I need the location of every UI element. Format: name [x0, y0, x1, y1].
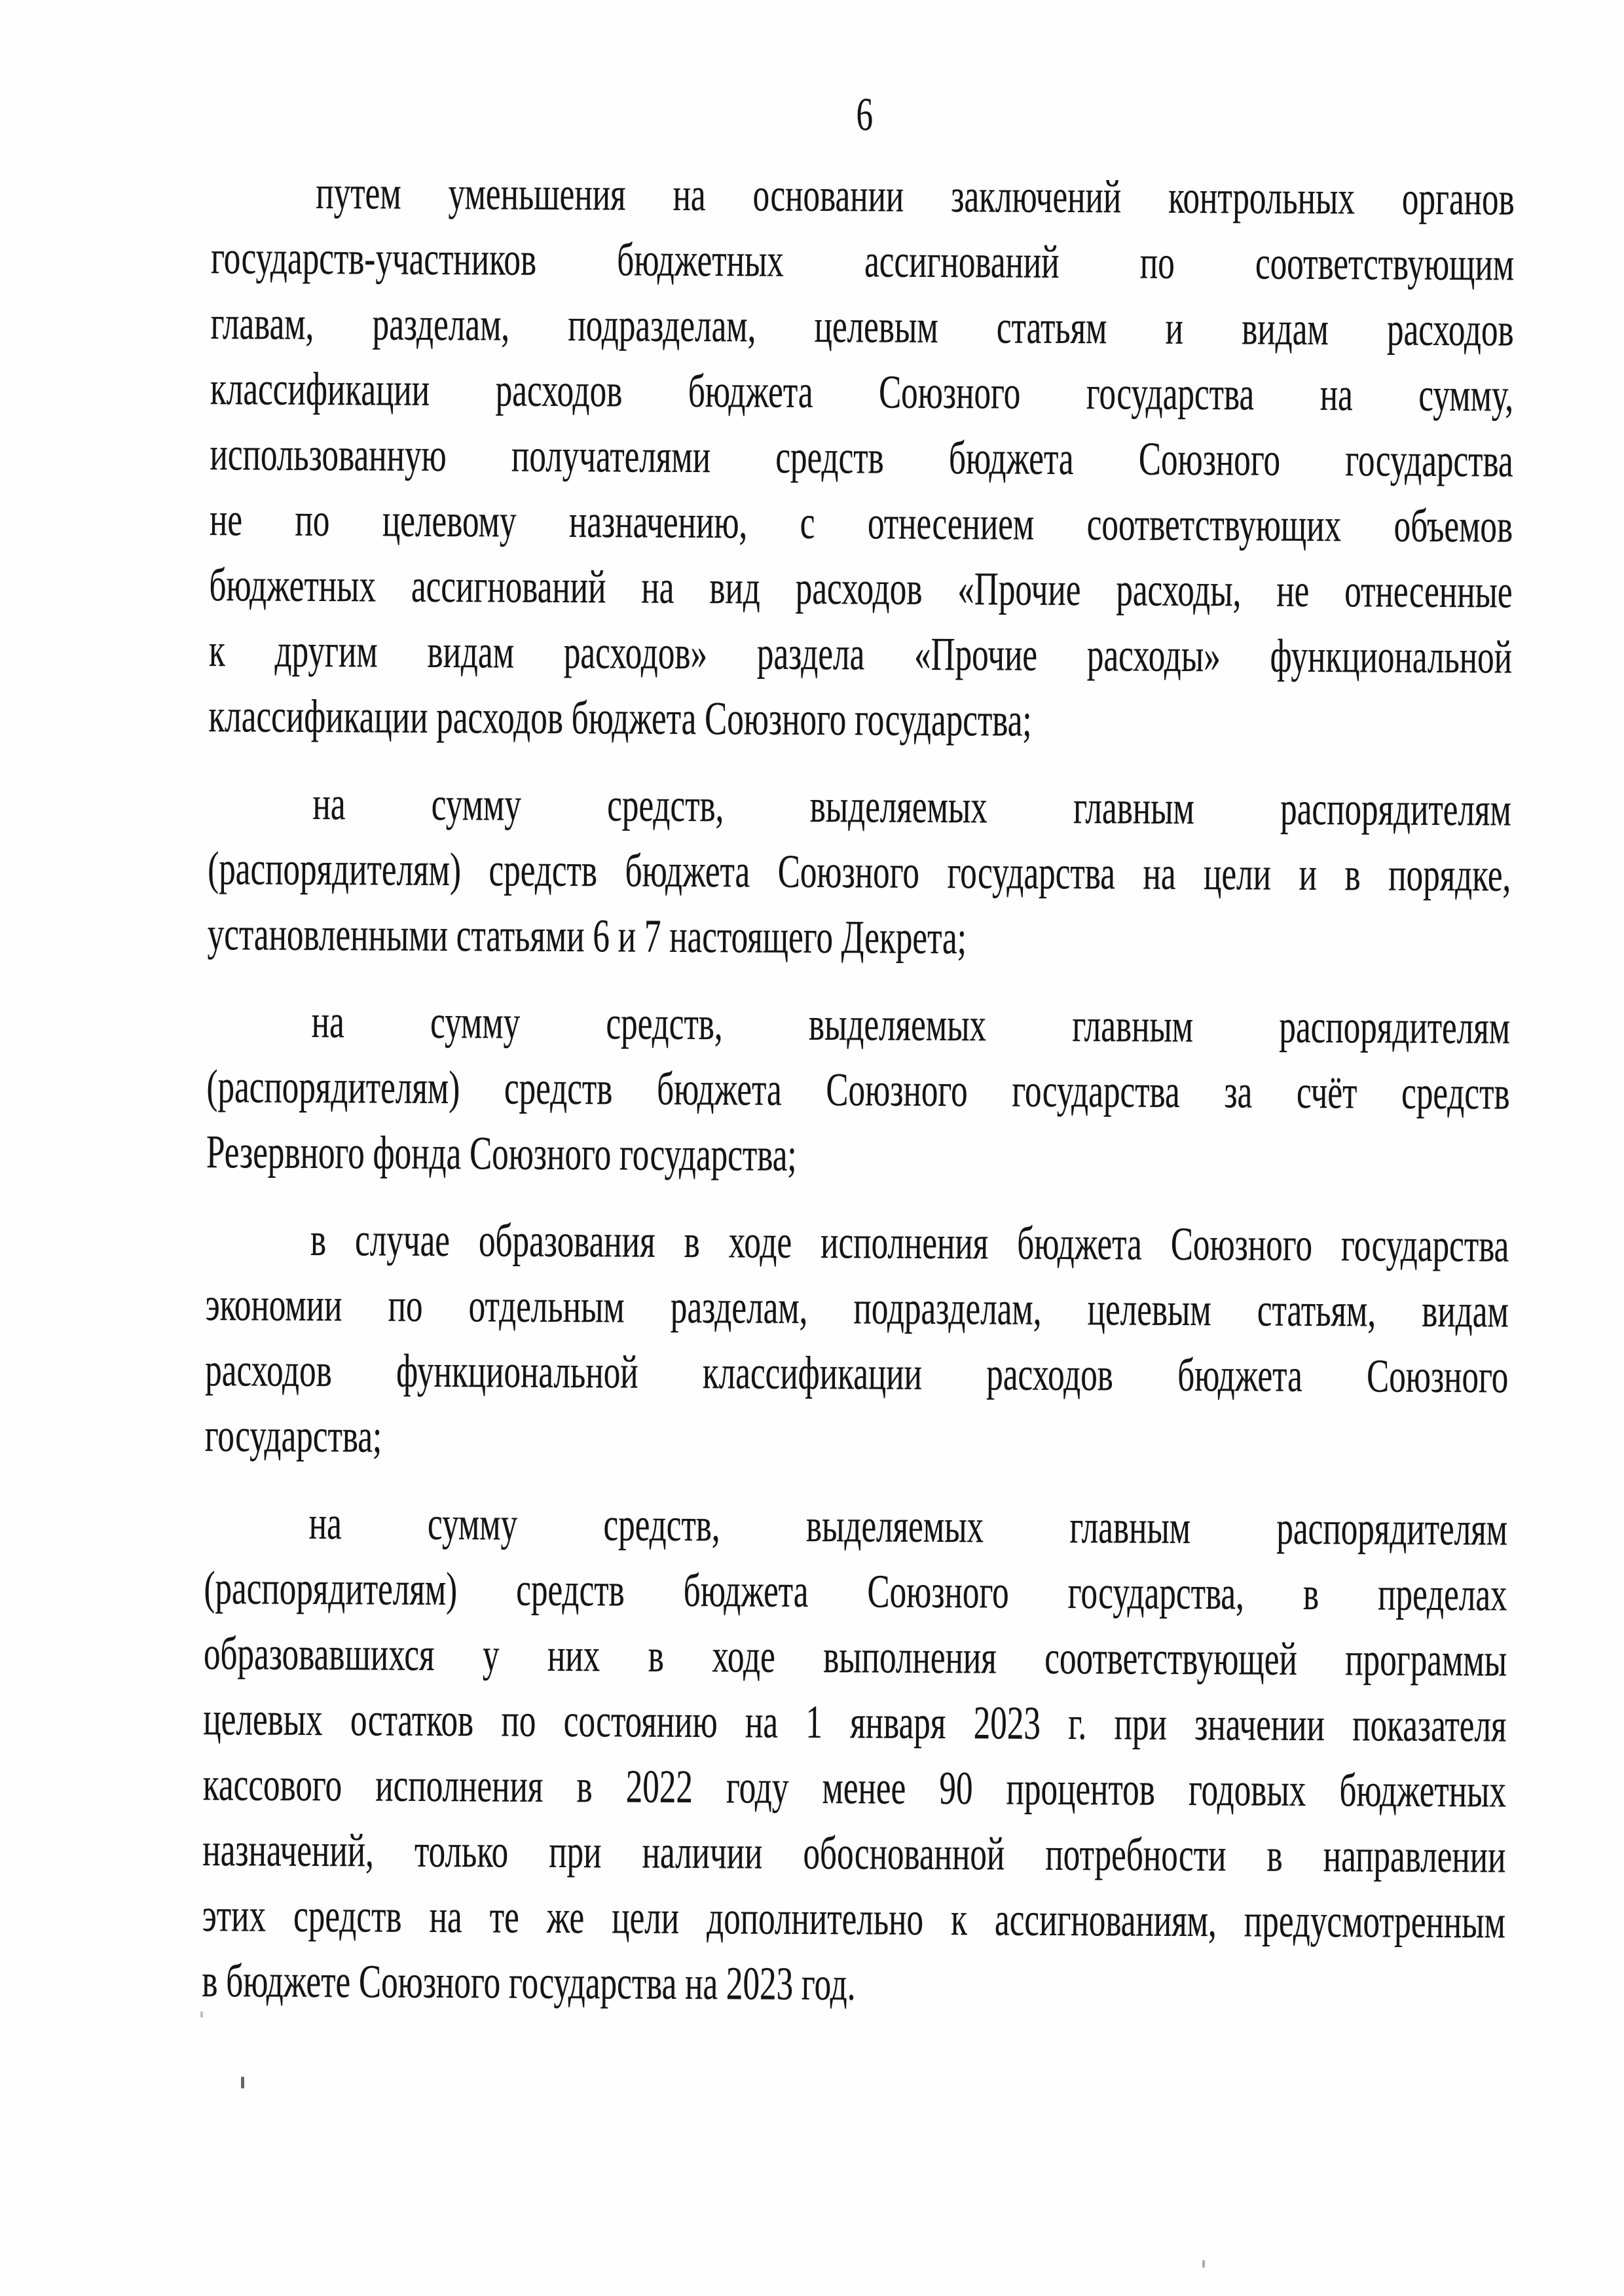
text-line: образовавшихся у них в ходе выполнения соответствующей программы [203, 1627, 1507, 1686]
text-line: не по целевому назначению, с отнесением соответствующих объемов [209, 493, 1513, 553]
text-line: этих средств на те же цели дополнительно к ассигнованиям, предусмотренным [202, 1889, 1506, 1948]
scan-speck [200, 2011, 203, 2018]
page-number: 6 [856, 88, 874, 141]
text-line: государств-участников бюджетных ассигнований по соответствующим [210, 231, 1515, 291]
text-line: расходов функциональной классификации расходов бюджета Союзного [205, 1343, 1509, 1403]
text-line: (распорядителям) средств бюджета Союзного государства, в пределах [204, 1561, 1507, 1621]
text-line: на сумму средств, выделяемых главным распорядителям [312, 777, 1512, 836]
text-line: путем уменьшения на основании заключений контрольных органов [316, 166, 1515, 225]
text-line: государства; [204, 1409, 382, 1463]
paragraph [206, 988, 1624, 1194]
scan-speck [241, 2077, 244, 2088]
text-line: использованную получателями средств бюджета Союзного государства [210, 428, 1513, 487]
paragraph [207, 770, 1624, 976]
text-line: экономии по отдельным разделам, подразделам, целевым статьям, видам [205, 1278, 1509, 1338]
text-line: в случае образования в ходе исполнения бюджета Союзного государства [310, 1212, 1509, 1272]
text-line: бюджетных ассигнований на вид расходов «Прочие расходы, не отнесенные [209, 558, 1513, 618]
paragraph [208, 159, 1624, 758]
text-line: классификации расходов бюджета Союзного государства; [208, 689, 1032, 746]
text-line: установленными статьями 6 и 7 настоящего Декрета; [207, 907, 967, 964]
paragraph [202, 1489, 1624, 2023]
text-line: к другим видам расходов» раздела «Прочие расходы» функциональной [208, 624, 1513, 683]
scan-speck [1202, 2260, 1205, 2268]
text-line: главам, разделам, подразделам, целевым статьям и видам расходов [210, 297, 1514, 356]
text-line: в бюджете Союзного государства на 2023 год. [202, 1954, 856, 2011]
text-line: назначений, только при наличии обоснованной потребности в направлении [202, 1823, 1506, 1883]
document-body [202, 159, 1624, 2045]
text-line: Резервного фонда Союзного государства; [206, 1125, 797, 1181]
paragraph [204, 1206, 1624, 1478]
text-line: целевых остатков по состоянию на 1 января 2023 г. при значении показателя [203, 1692, 1507, 1752]
text-line: классификации расходов бюджета Союзного государства на сумму, [210, 362, 1514, 422]
text-line: на сумму средств, выделяемых главным распорядителям [311, 994, 1511, 1054]
text-line: кассового исполнения в 2022 году менее 90 процентов годовых бюджетных [202, 1758, 1507, 1817]
text-line: (распорядителям) средств бюджета Союзного государства за счёт средств [206, 1060, 1510, 1120]
text-line: на сумму средств, выделяемых главным распорядителям [308, 1496, 1508, 1556]
text-line: (распорядителям) средств бюджета Союзного государства на цели и в порядке, [208, 842, 1511, 902]
